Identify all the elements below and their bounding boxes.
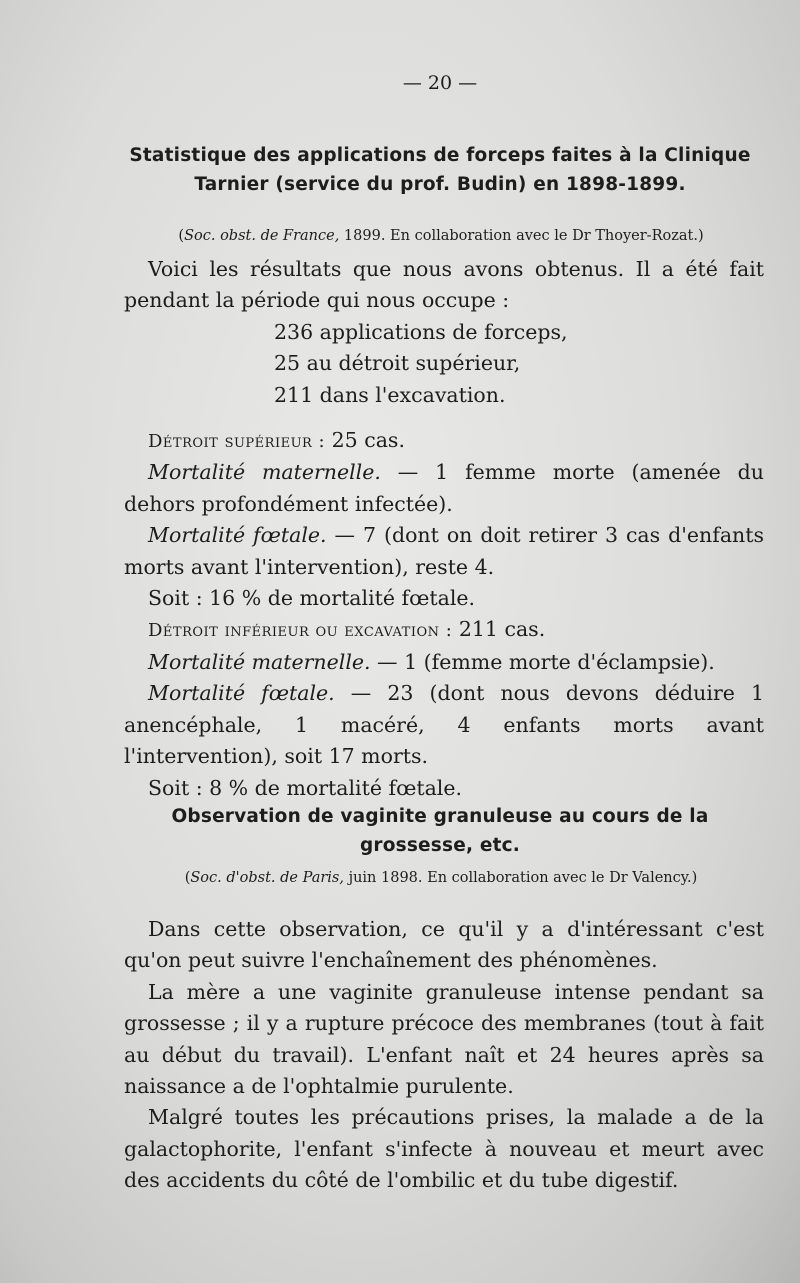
page-number: — 20 — — [402, 72, 478, 94]
ds-mm-text: — 1 femme morte (amenée du dehors profondément infectée). — [124, 460, 764, 516]
section2-body — [124, 914, 764, 1197]
section1-ref-journal: Soc. obst. de France, — [184, 228, 340, 244]
section1-body — [124, 254, 764, 804]
list-item: 236 applications de forceps, — [274, 319, 568, 344]
di-mortalite-maternelle — [124, 647, 764, 678]
section2-title — [100, 802, 780, 860]
ds-mortalite-maternelle — [124, 457, 764, 520]
di-soit: Soit : 8 % de mortalité fœtale. — [148, 775, 463, 800]
section1-title-line2: Tarnier (service du prof. Budin) en 1898-1899. — [194, 174, 686, 195]
ds-mm-label: Mortalité maternelle. — [148, 460, 381, 485]
detroit-inferieur-line — [124, 614, 764, 646]
di-mf-label: Mortalité fœtale. — [148, 681, 335, 706]
forceps-list — [124, 317, 764, 411]
detroit-superieur-value: 25 cas. — [325, 428, 405, 453]
detroit-inferieur-label: Détroit inférieur ou excavation : — [148, 620, 453, 642]
section2-ref-journal: Soc. d'obst. de Paris, — [190, 870, 344, 886]
section1-title — [100, 141, 780, 199]
section2-paragraph-3: Malgré toutes les précautions prises, la malade a de la galactophorite, l'enfant s'infecte à nouveau et meurt avec des accidents du côté de l'ombilic et du tube digestif. — [124, 1105, 764, 1193]
detroit-superieur-label: Détroit supérieur : — [148, 431, 326, 453]
section2-reference: (Soc. d'obst. de Paris, juin 1898. En collaboration avec le Dr Valency.) — [184, 870, 698, 886]
section2-title-line2: grossesse, etc. — [359, 835, 521, 856]
section2-title-line1: Observation de vaginite granuleuse au cours de la — [171, 806, 709, 827]
di-mortalite-foetale — [124, 678, 764, 772]
section1-ref-rest: 1899. En collaboration avec le Dr Thoyer-Rozat.) — [339, 228, 704, 244]
ds-mortalite-foetale — [124, 520, 764, 583]
ds-mf-text: — 7 (dont on doit retirer 3 cas d'enfants morts avant l'intervention), reste 4. — [124, 523, 764, 579]
di-mf-text: — 23 (dont nous devons déduire 1 anencéphale, 1 macéré, 4 enfants morts avant l'intervention), soit 17 morts. — [124, 681, 764, 769]
ds-soit: Soit : 16 % de mortalité fœtale. — [148, 586, 476, 611]
section2-paragraph-1: Dans cette observation, ce qu'il y a d'intéressant c'est qu'on peut suivre l'enchaînement des phénomènes. — [124, 917, 764, 973]
section2-ref-rest: juin 1898. En collaboration avec le Dr Valency.) — [343, 870, 698, 886]
list-item: 211 dans l'excavation. — [274, 382, 506, 407]
section1-reference: (Soc. obst. de France, 1899. En collaboration avec le Dr Thoyer-Rozat.) — [178, 228, 704, 244]
list-item: 25 au détroit supérieur, — [274, 351, 521, 376]
detroit-inferieur-value: 211 cas. — [452, 617, 546, 642]
ds-mf-label: Mortalité fœtale. — [148, 523, 327, 548]
detroit-superieur-line — [124, 425, 764, 457]
section1-intro: Voici les résultats que nous avons obtenus. Il a été fait pendant la période qui nous occupe : — [124, 257, 764, 313]
di-mm-text: — 1 (femme morte d'éclampsie). — [370, 649, 715, 674]
di-mm-label: Mortalité maternelle. — [148, 649, 371, 674]
section2-paragraph-2: La mère a une vaginite granuleuse intense pendant sa grossesse ; il y a rupture précoce des membranes (tout à fait au début du travail). L'enfant naît et 24 heures après sa naissance a de l'ophtalmie purulente. — [124, 979, 764, 1099]
section1-title-line1: Statistique des applications de forceps faites à la Clinique — [129, 145, 751, 166]
